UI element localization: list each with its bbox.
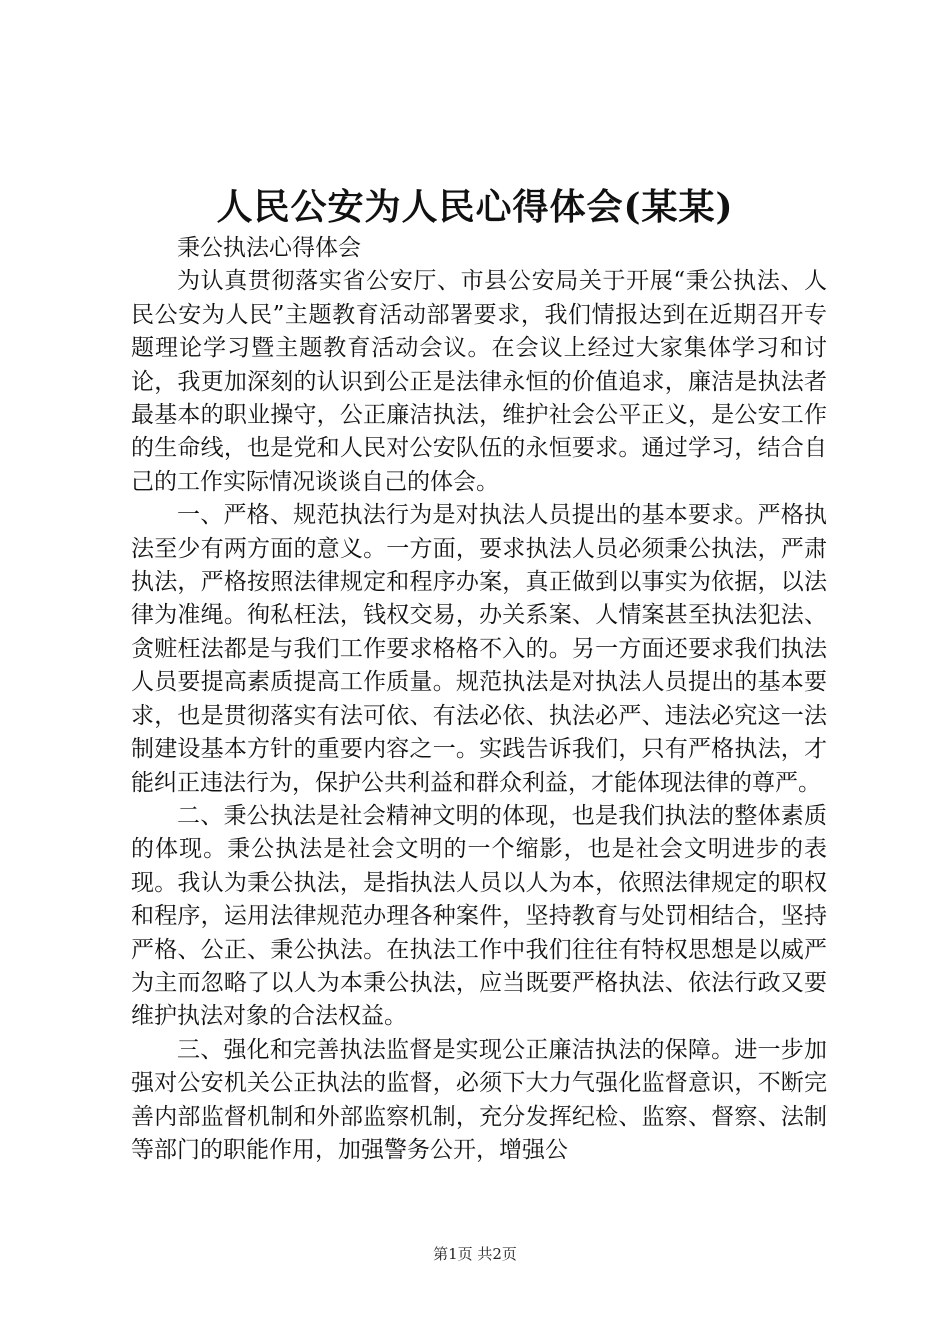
document-body: [131, 232, 827, 1167]
paragraph-section-1: 一、严格、规范执法行为是对执法人员提出的基本要求。严格执法至少有两方面的意义。一方面，要求执法人员必须秉公执法，严肃执法，严格按照法律规定和程序办案，真正做到以事实为依据，以法律为准绳。徇私枉法，钱权交易，办关系案、人情案甚至执法犯法、贪赃枉法都是与我们工作要求格格不入的。另一方面还要求我们执法人员要提高素质提高工作质量。规范执法是对执法人员提出的基本要求，也是贯彻落实有法可依、有法必依、执法必严、违法必究这一法制建设基本方针的重要内容之一。实践告诉我们，只有严格执法，才能纠正违法行为，保护公共利益和群众利益，才能体现法律的尊严。: [131, 502, 827, 796]
paragraph-subtitle: 秉公执法心得体会: [177, 235, 361, 261]
paragraph-section-3: 三、强化和完善执法监督是实现公正廉洁执法的保障。进一步加强对公安机关公正执法的监督，必须下大力气强化监督意识，不断完善内部监督机制和外部监察机制，充分发挥纪检、监察、督察、法制等部门的职能作用，加强警务公开，增强公: [131, 1036, 827, 1163]
page-number-footer: 第1页 共2页: [433, 1245, 517, 1263]
paragraph-intro: 为认真贯彻落实省公安厅、市县公安局关于开展“秉公执法、人民公安为人民”主题教育活动部署要求，我们情报达到在近期召开专题理论学习暨主题教育活动会议。在会议上经过大家集体学习和讨论，我更加深刻的认识到公正是法律永恒的价值追求，廉洁是执法者最基本的职业操守，公正廉洁执法，维护社会公平正义，是公安工作的生命线，也是党和人民对公安队伍的永恒要求。通过学习，结合自己的工作实际情况谈谈自己的体会。: [131, 268, 827, 495]
paragraph-section-2: 二、秉公执法是社会精神文明的体现，也是我们执法的整体素质的体现。秉公执法是社会文明的一个缩影，也是社会文明进步的表现。我认为秉公执法，是指执法人员以人为本，依照法律规定的职权和程序，运用法律规范办理各种案件，坚持教育与处罚相结合，坚持严格、公正、秉公执法。在执法工作中我们往往有特权思想是以威严为主而忽略了以人为本秉公执法，应当既要严格执法、依法行政又要维护执法对象的合法权益。: [131, 802, 827, 1030]
document-title: 人民公安为人民心得体会(某某): [216, 186, 734, 228]
